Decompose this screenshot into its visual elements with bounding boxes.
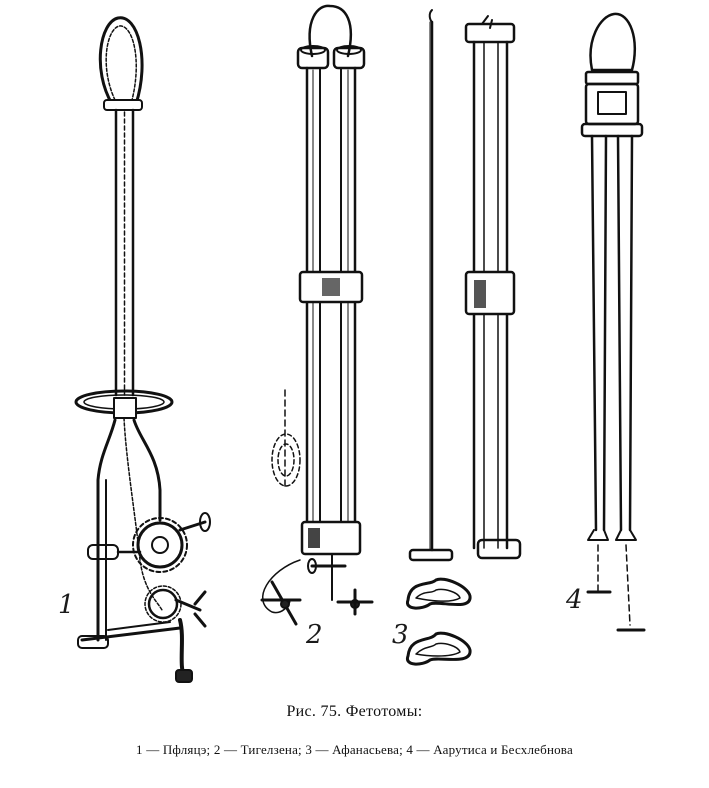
instrument-number-1: 1	[58, 590, 75, 620]
figure-caption: Рис. 75. Фетотомы:	[286, 703, 423, 720]
legend-item-4: 4 — Аарутиса и Бесхлебнова	[406, 742, 573, 757]
instrument-3-drawing	[407, 10, 520, 664]
instrument-number-3: 3	[392, 620, 409, 650]
figure-legend	[0, 742, 709, 758]
legend-item-1: 1 — Пфляцэ;	[136, 742, 211, 757]
instrument-4-drawing	[582, 14, 644, 630]
instrument-2-drawing	[262, 6, 372, 624]
instrument-1-drawing	[76, 18, 210, 682]
legend-item-2: 2 — Тигелзена;	[213, 742, 302, 757]
legend-item-3: 3 — Афанасьева;	[305, 742, 403, 757]
instrument-number-4: 4	[566, 585, 583, 615]
instrument-number-2: 2	[306, 620, 323, 650]
